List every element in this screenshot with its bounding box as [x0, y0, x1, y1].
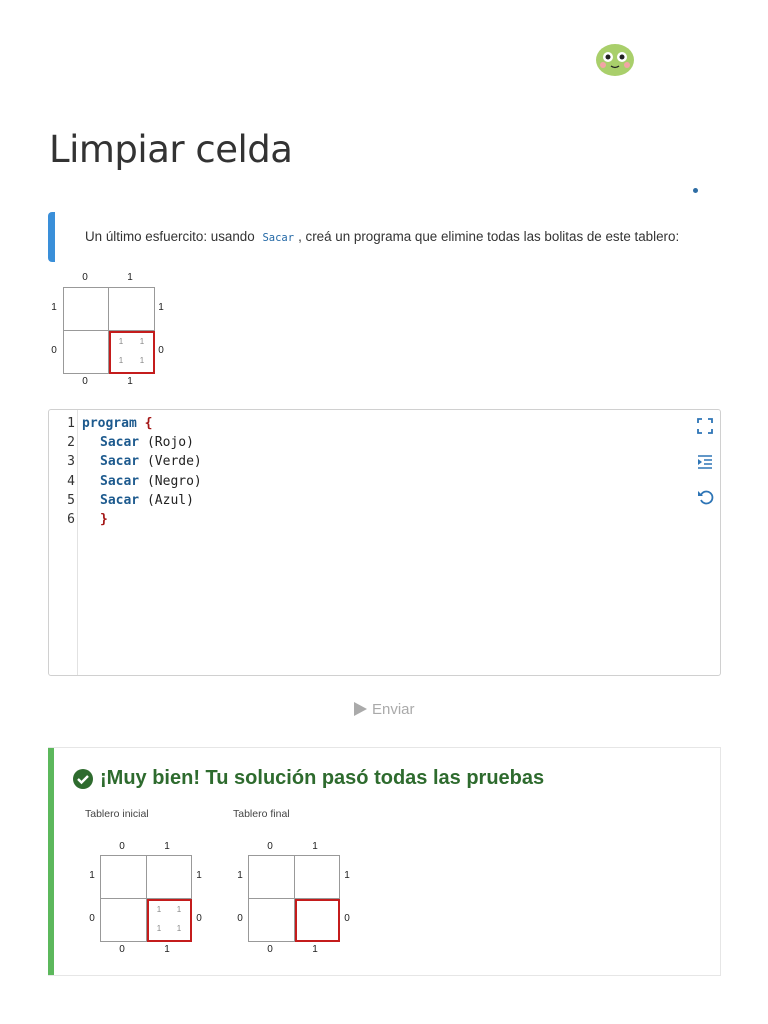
code-editor[interactable] — [48, 409, 721, 676]
code-text: (Azul) — [139, 493, 194, 508]
indent-icon — [696, 453, 714, 471]
row-label-1-right: 1 — [344, 870, 350, 881]
col-label-0-bottom: 0 — [82, 376, 88, 387]
result-title — [72, 767, 544, 790]
row-label-0-right: 0 — [158, 345, 164, 356]
code-line[interactable] — [82, 416, 152, 431]
line-number: 1 — [67, 416, 75, 431]
col-label-1: 1 — [312, 841, 318, 852]
avatar-face-icon — [595, 42, 635, 78]
row-label-1-right: 1 — [196, 870, 202, 881]
cell-0-1 — [100, 855, 147, 899]
ball-count-blue: 1 — [139, 337, 145, 346]
callout-accent-bar — [48, 212, 55, 262]
cell-1-1 — [146, 855, 192, 899]
row-label-1: 1 — [237, 870, 243, 881]
code-text: (Verde) — [139, 454, 202, 469]
col-label-1: 1 — [127, 272, 133, 283]
code-text — [137, 416, 145, 431]
ball-count-blue: 1 — [176, 905, 182, 914]
row-label-1-right: 1 — [158, 302, 164, 313]
cell-1-1 — [294, 855, 340, 899]
col-label-0: 0 — [267, 841, 273, 852]
cell-0-0 — [248, 898, 295, 942]
line-number: 6 — [67, 512, 75, 527]
page-title: Limpiar celda — [49, 128, 293, 171]
initial-board — [85, 839, 215, 957]
play-icon — [352, 701, 368, 717]
success-accent-bar — [48, 748, 54, 975]
cell-0-0 — [100, 898, 147, 942]
ball-count-green: 1 — [176, 924, 182, 933]
task-board — [48, 270, 178, 388]
final-board — [233, 839, 363, 957]
code-text: (Negro) — [139, 474, 202, 489]
ball-count-black: 1 — [156, 924, 162, 933]
final-board-caption: Tablero final — [233, 808, 290, 820]
instruction-after: , creá un programa que elimine todas las bolitas de este tablero: — [298, 229, 680, 244]
row-label-0: 0 — [237, 913, 243, 924]
cell-1-0-selected — [147, 899, 192, 942]
col-label-1-bottom: 1 — [127, 376, 133, 387]
initial-board-caption: Tablero inicial — [85, 808, 149, 820]
reset-icon — [696, 488, 714, 506]
instruction-text — [85, 229, 679, 244]
cell-1-0-selected — [109, 331, 155, 374]
code-line[interactable] — [100, 454, 202, 469]
row-label-0: 0 — [89, 913, 95, 924]
row-label-0-right: 0 — [344, 913, 350, 924]
row-label-0: 0 — [51, 345, 57, 356]
code-keyword: Sacar — [100, 454, 140, 469]
row-label-1: 1 — [89, 870, 95, 881]
code-keyword: program — [82, 416, 137, 431]
code-line[interactable] — [100, 493, 194, 508]
line-number: 2 — [67, 435, 75, 450]
col-label-1: 1 — [164, 841, 170, 852]
fullscreen-icon — [696, 417, 714, 435]
code-keyword: Sacar — [100, 493, 140, 508]
submit-label: Enviar — [372, 700, 415, 718]
line-number: 4 — [67, 474, 75, 489]
code-brace: { — [144, 416, 153, 431]
ball-count-green: 1 — [139, 356, 145, 365]
col-label-0-bottom: 0 — [267, 944, 273, 955]
status-dot — [693, 188, 698, 193]
cell-0-0 — [63, 330, 109, 374]
col-label-1-bottom: 1 — [312, 944, 318, 955]
ball-count-red: 1 — [156, 905, 162, 914]
ball-count-red: 1 — [118, 337, 124, 346]
col-label-0: 0 — [82, 272, 88, 283]
cell-1-0-selected — [295, 899, 340, 942]
col-label-1-bottom: 1 — [164, 944, 170, 955]
code-line[interactable] — [100, 435, 194, 450]
instruction-before: Un último esfuercito: usando — [85, 229, 255, 244]
line-number: 3 — [67, 454, 75, 469]
result-panel — [48, 747, 721, 976]
code-line[interactable] — [100, 512, 108, 527]
check-circle-icon — [72, 768, 94, 790]
cell-0-1 — [248, 855, 295, 899]
code-text: (Rojo) — [139, 435, 194, 450]
submit-button[interactable] — [352, 698, 415, 720]
line-number: 5 — [67, 493, 75, 508]
avatar[interactable] — [595, 42, 635, 78]
code-brace: } — [100, 512, 108, 527]
row-label-0-right: 0 — [196, 913, 202, 924]
instruction-callout — [48, 212, 720, 262]
result-title-text: ¡Muy bien! Tu solución pasó todas las pruebas — [100, 767, 545, 789]
col-label-0: 0 — [119, 841, 125, 852]
row-label-1: 1 — [51, 302, 57, 313]
instruction-code: Sacar — [262, 232, 295, 244]
code-keyword: Sacar — [100, 435, 140, 450]
fullscreen-button[interactable] — [696, 417, 714, 435]
code-line[interactable] — [100, 474, 202, 489]
indent-button[interactable] — [696, 453, 714, 471]
cell-1-1 — [108, 287, 155, 331]
ball-count-black: 1 — [118, 356, 124, 365]
code-keyword: Sacar — [100, 474, 140, 489]
cell-0-1 — [63, 287, 109, 331]
reset-button[interactable] — [696, 488, 714, 506]
col-label-0-bottom: 0 — [119, 944, 125, 955]
